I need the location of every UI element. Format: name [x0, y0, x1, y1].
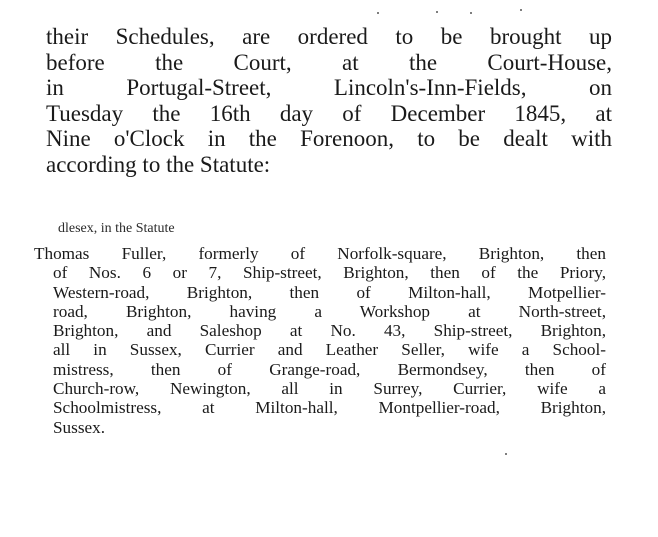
statute-paragraph	[46, 24, 612, 177]
entry-line: Western-road, Brighton, then of Milton-hall, Motpellier-	[53, 282, 606, 302]
entry-line: road, Brighton, having a Workshop at North-street,	[53, 301, 606, 321]
print-speck	[520, 9, 522, 11]
cutoff-text: dlesex, in the Statute	[58, 221, 175, 236]
entry-line: all in Sussex, Currier and Leather Seller, wife a School-	[53, 340, 606, 360]
entry-line: Brighton, and Saleshop at No. 43, Ship-street, Brighton,	[53, 321, 606, 341]
paragraph-line: in Portugal-Street, Lincoln's-Inn-Fields, on	[46, 75, 612, 100]
print-speck	[505, 453, 507, 455]
paragraph-line: according to the Statute:	[46, 151, 271, 177]
insolvent-entry	[34, 244, 606, 437]
entry-line: Thomas Fuller, formerly of Norfolk-square, Brighton, then	[34, 244, 606, 263]
print-speck	[470, 12, 472, 14]
print-speck	[377, 12, 379, 14]
entry-line: Sussex.	[53, 417, 106, 437]
paragraph-line: their Schedules, are ordered to be brought up	[46, 24, 612, 49]
entry-line: Church-row, Newington, all in Surrey, Currier, wife a	[53, 379, 606, 399]
entry-line: of Nos. 6 or 7, Ship-street, Brighton, then of the Priory,	[53, 263, 606, 283]
entry-line: mistress, then of Grange-road, Bermondsey, then of	[53, 359, 606, 379]
cutoff-text-line	[58, 221, 288, 238]
paragraph-line: Tuesday the 16th day of December 1845, at	[46, 100, 612, 126]
print-speck	[436, 11, 438, 13]
paragraph-line: before the Court, at the Court-House,	[46, 49, 612, 75]
paragraph-line: Nine o'Clock in the Forenoon, to be dealt with	[46, 126, 612, 151]
entry-line: Schoolmistress, at Milton-hall, Montpellier-road, Brighton,	[53, 398, 606, 418]
